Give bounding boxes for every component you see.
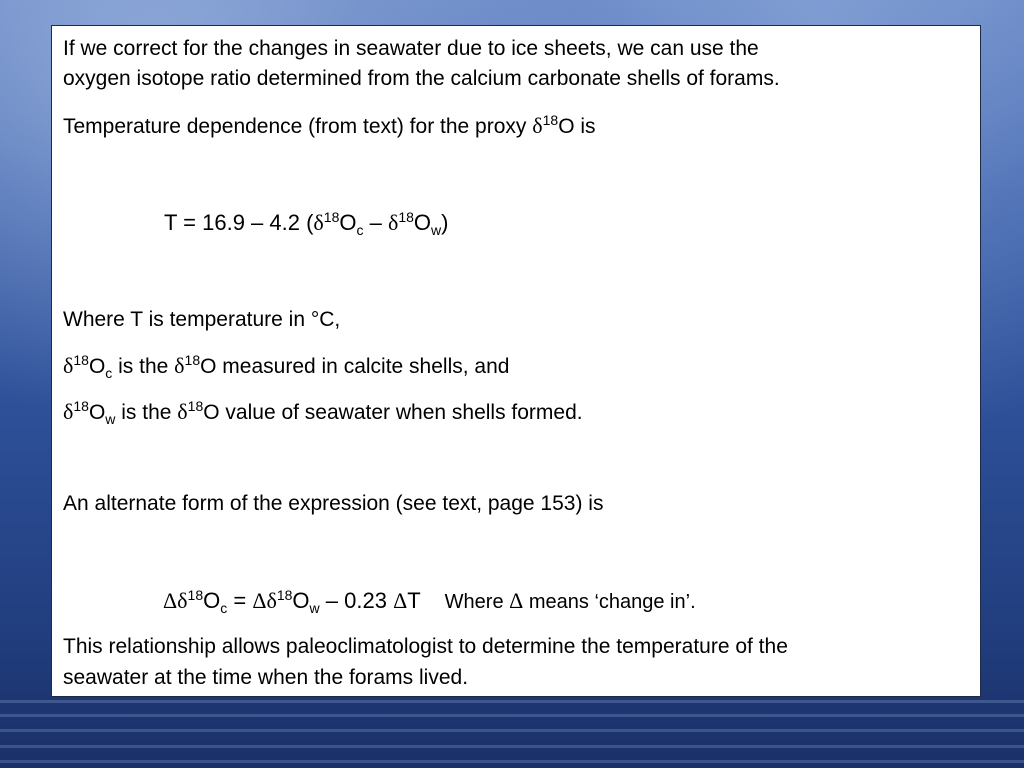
- equation-note: [444, 588, 696, 613]
- change-delta-symbol: Δ: [163, 588, 178, 613]
- isotope-superscript: 18: [187, 587, 204, 603]
- definition-tail: O value of seawater when shells formed.: [203, 401, 583, 424]
- conclusion-line-1: This relationship allows paleoclimatologist to determine the temperature of the: [63, 635, 788, 658]
- calcite-subscript: c: [105, 365, 113, 381]
- seawater-definition: [63, 396, 583, 428]
- change-delta-symbol: Δ: [252, 588, 267, 613]
- definition-mid: is the: [115, 401, 178, 424]
- equation-lhs: T = 16.9 – 4.2 (: [164, 210, 314, 235]
- close-paren: ): [441, 210, 449, 235]
- minus-term: – 0.23: [319, 588, 394, 613]
- water-subscript: w: [105, 411, 116, 427]
- isotope-superscript: 18: [542, 112, 559, 128]
- proxy-line: [63, 110, 596, 142]
- water-subscript: w: [309, 600, 320, 616]
- oxygen-symbol: O: [88, 401, 106, 424]
- delta-symbol: δ: [63, 399, 74, 424]
- intro-line-1: If we correct for the changes in seawater due to ice sheets, we can use the: [63, 37, 759, 60]
- temperature-definition: Where T is temperature in °C,: [63, 308, 341, 331]
- delta-symbol: δ: [266, 588, 277, 613]
- oxygen-symbol: O: [339, 210, 357, 235]
- delta-symbol: δ: [387, 210, 399, 235]
- definition-tail: O measured in calcite shells, and: [200, 355, 510, 378]
- temperature-equation: [164, 207, 449, 238]
- proxy-tail: O is: [558, 115, 596, 138]
- isotope-superscript: 18: [73, 352, 89, 368]
- equals-sign: =: [227, 588, 253, 613]
- delta-symbol: δ: [177, 399, 188, 424]
- isotope-superscript: 18: [73, 398, 89, 414]
- temperature-symbol: T: [407, 588, 421, 613]
- delta-symbol: δ: [532, 113, 543, 138]
- isotope-superscript: 18: [323, 209, 340, 225]
- oxygen-symbol: O: [413, 210, 432, 235]
- conclusion-line-2: seawater at the time when the forams lived.: [63, 666, 469, 689]
- delta-symbol: δ: [63, 353, 74, 378]
- note-suffix: means ‘change in’.: [523, 591, 696, 613]
- calcite-subscript: c: [220, 600, 228, 616]
- delta-symbol: δ: [174, 353, 185, 378]
- oxygen-symbol: O: [203, 588, 221, 613]
- alternate-form-line: An alternate form of the expression (see text, page 153) is: [63, 492, 604, 515]
- oxygen-symbol: O: [88, 355, 106, 378]
- slide-text-panel: [51, 25, 981, 697]
- change-delta-symbol: Δ: [509, 588, 524, 613]
- delta-symbol: δ: [177, 588, 188, 613]
- water-subscript: w: [431, 222, 442, 238]
- change-equation: [163, 585, 696, 618]
- calcite-definition: [63, 350, 509, 382]
- definition-mid: is the: [112, 355, 175, 378]
- isotope-superscript: 18: [398, 209, 414, 225]
- delta-symbol: δ: [313, 210, 324, 235]
- isotope-superscript: 18: [184, 352, 201, 368]
- proxy-text: Temperature dependence (from text) for the proxy: [63, 115, 533, 138]
- note-prefix: Where: [444, 591, 510, 613]
- calcite-subscript: c: [356, 222, 364, 238]
- change-delta-symbol: Δ: [393, 588, 408, 613]
- isotope-superscript: 18: [187, 398, 204, 414]
- oxygen-symbol: O: [292, 588, 310, 613]
- isotope-superscript: 18: [276, 587, 293, 603]
- intro-line-2: oxygen isotope ratio determined from the calcium carbonate shells of forams.: [63, 67, 780, 90]
- minus-sign: –: [363, 210, 388, 235]
